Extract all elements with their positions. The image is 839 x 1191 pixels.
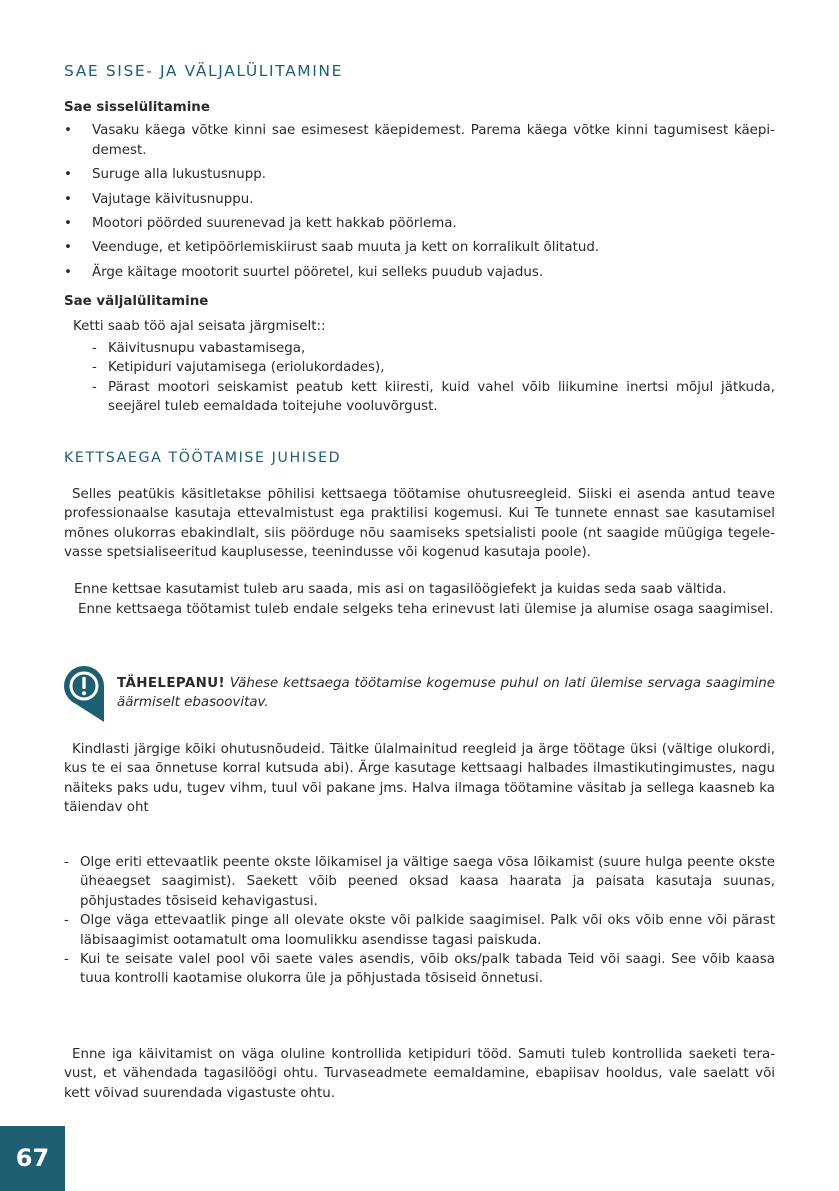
switch-on-list: [64, 121, 775, 282]
list-item: • Vajutage käivitusnuppu.: [64, 190, 775, 209]
chain-brake-paragraph: Enne iga käivitamist on väga oluline kontrollida ketipiduri tööd. Samuti tuleb kontrollida saeketi teravust, et vähendada tagasilöögi ohtu. Turvaseadmete eemaldamine, ebapiisav hooldus, vale saelatt või kett võivad suurendada vigastuste ohtu.: [64, 1047, 775, 1101]
notice-box: [117, 674, 775, 713]
section-title-switching: SAE SISE- JA VÄLJALÜLITAMINE: [64, 62, 344, 80]
intro-paragraph: Selles peatükis käsitletakse põhilisi kettsaega töötamise ohutusreegleid. Siiski ei asenda antud teave professionaalse kasutaja ettevalmistust ega praktilisi kogemusi. Kui Te tunnete ennast sae kasutamisel mõnes olukorras ebakindlalt, siis pöörduge nõu saamiseks spetsialisti poole (nt saagide müügiga tegelevasse spetsialiseeritud kauplusesse, teenindusse või kogenud kasutaja poole).: [64, 487, 775, 561]
list-item: • Vasaku käega võtke kinni sae esimesest käepidemest. Parema käega võtke kinni tagumisest käepidemest.: [64, 121, 775, 160]
list-item: - Kui te seisate valel pool või saete vales asendis, võib oks/palk tabada Teid või saagi. See võib kaasa tuua kontrolli kaotamise olukorra üle ja põhjustada tõsiseid õnnetusi.: [64, 950, 775, 989]
switch-off-title: Sae väljalülitamine: [64, 294, 209, 309]
section-title-instructions: KETTSAEGA TÖÖTAMISE JUHISED: [64, 450, 342, 466]
bar-sawing-paragraph: Enne kettsaega töötamist tuleb endale selgeks teha erinevust lati ülemise ja alumise osaga saagimisel.: [78, 602, 774, 617]
switch-on-title: Sae sisselülitamine: [64, 100, 210, 115]
list-item: • Ärge käitage mootorit suurtel pööretel, kui selleks puudub vajadus.: [64, 263, 775, 282]
list-item: • Veenduge, et ketipöörlemiskiirust saab muuta ja kett on korralikult õlitatud.: [64, 238, 775, 257]
caution-list: [64, 853, 775, 989]
page-number: 67: [0, 1126, 65, 1191]
notice-text: Vähese kettsaega töötamise kogemuse puhul on lati ülemise servaga saagimine äärmiselt ebasoovitav.: [117, 676, 775, 711]
exclamation-icon: [64, 666, 104, 722]
list-item: - Olge väga ettevaatlik pinge all olevate okste või palkide saagimisel. Palk või oks võib enne või pärast läbisaagimist ootamatult oma loomulikku asendisse tagasi paiskuda.: [64, 911, 775, 950]
list-item: - Pärast mootori seiskamist peatub kett kiiresti, kuid vahel võib liikumine inertsi mõjul jätkuda, seejärel tuleb eemaldada toitejuhe vooluvõrgust.: [92, 378, 775, 417]
safety-paragraph: Kindlasti järgige kõiki ohutusnõudeid. Täitke ülalmainitud reegleid ja ärge töötage üksi (vältige olukordi, kus te ei saa õnnetuse korral kutsuda abi). Ärge kasutage kettsaagi halbades ilmastikutingimustes, nagu näiteks paks udu, tugev vihm, tuul või pakane jms. Halva ilmaga töötamine väsitab ja sellega kaasneb ka täiendav oht: [64, 742, 775, 816]
switch-on-block: [64, 98, 775, 287]
list-item: - Ketipiduri vajutamisega (eriolukordades),: [92, 358, 775, 377]
list-item: - Käivitusnupu vabastamisega,: [92, 339, 775, 358]
switch-off-intro: Ketti saab töö ajal seisata järgmiselt::: [73, 319, 326, 335]
list-item: - Olge eriti ettevaatlik peente okste lõikamisel ja vältige saega võsa lõikamist (suure hulga peente okste üheaegset saagimist). Saekett võib peened oksad kaasa haarata ja paisata kasutaja suunas, põhjustades tõsiseid kehavigastusi.: [64, 853, 775, 911]
kickback-paragraph: Enne kettsae kasutamist tuleb aru saada, mis asi on tagasilöögiefekt ja kuidas seda saab vältida.: [74, 582, 727, 597]
notice-label: TÄHELEPANU!: [117, 676, 226, 691]
list-item: • Mootori pöörded suurenevad ja kett hakkab pöörlema.: [64, 214, 775, 233]
switch-off-list: [92, 339, 775, 417]
switch-off-block: [64, 292, 775, 416]
list-item: • Suruge alla lukustusnupp.: [64, 165, 775, 184]
